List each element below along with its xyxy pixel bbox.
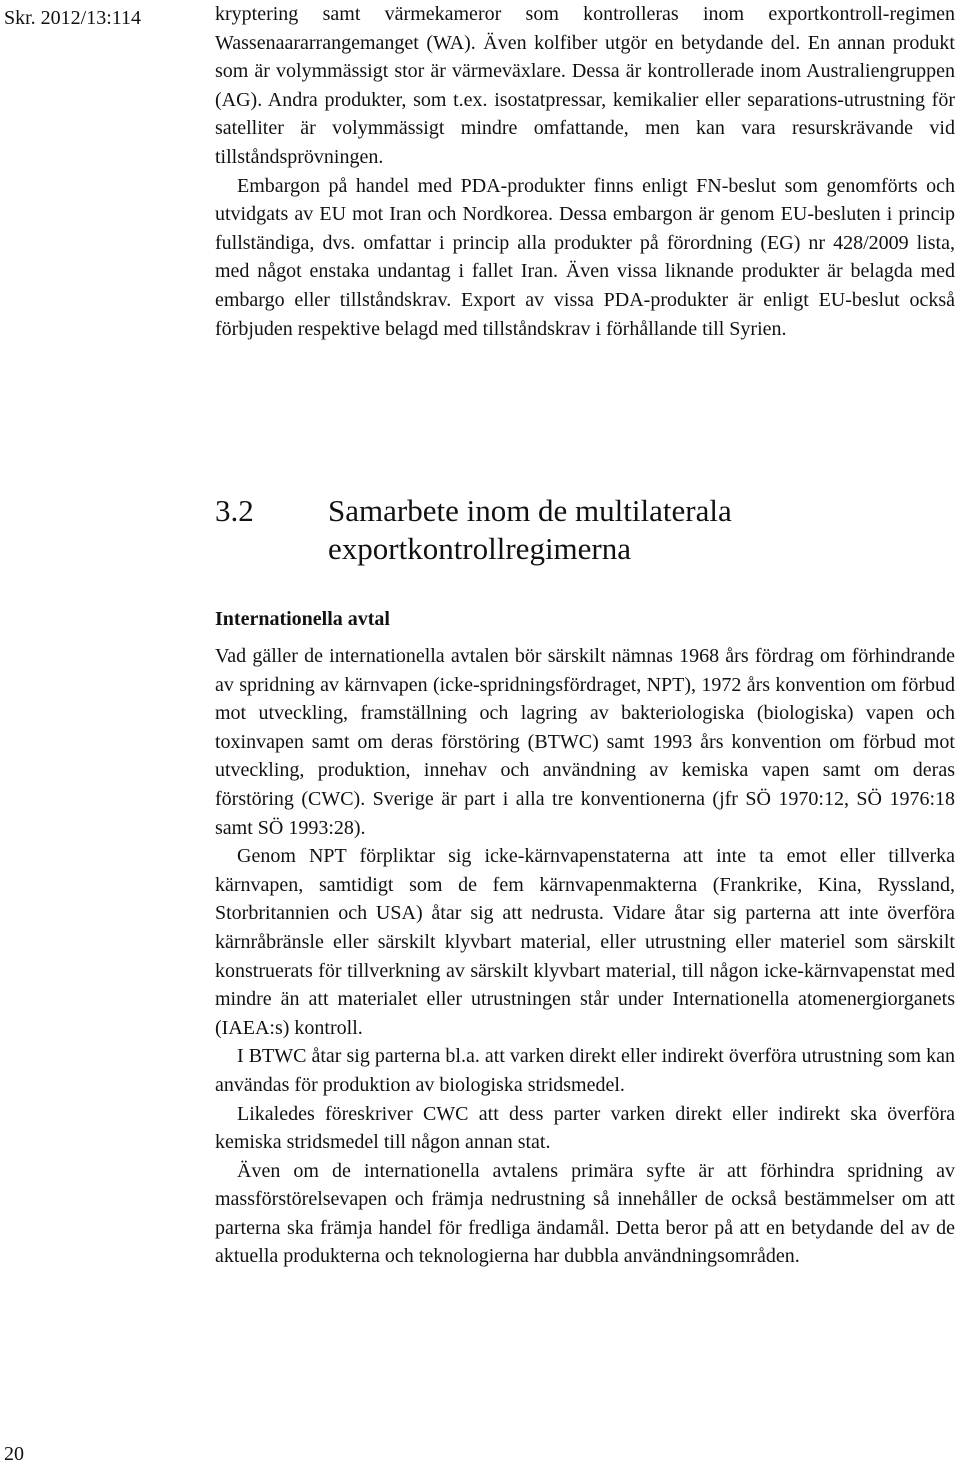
- paragraph-purpose: Även om de internationella avtalens primära syfte är att förhindra spridning av massförstörelsevapen och främja nedrustning så innehåller de också bestämmelser om att parterna ska främja handel för fredliga ändamål. Detta beror på att en betydande del av de aktuella produkterna och teknologierna har dubbla användningsområden.: [215, 1159, 955, 1268]
- section-title: Samarbete inom de multilaterala exportkontrollregimerna: [328, 493, 732, 566]
- document-reference: Skr. 2012/13:114: [4, 7, 142, 29]
- section-heading: [215, 492, 955, 568]
- subheading: Internationella avtal: [215, 608, 390, 630]
- section-text: [215, 642, 955, 1271]
- paragraph-embargo: Embargon på handel med PDA-produkter finns enligt FN-beslut som genomförts och utvidgats av EU mot Iran och Nordkorea. Dessa embargon är genom EU-besluten i princip fullständiga, dvs. omfattar i princip alla produkter på förordning (EG) nr 428/2009 lista, med något enstaka undantag i fallet Iran. Även vissa liknande produkter är belagda med embargo eller tillståndskrav. Export av vissa PDA-produkter är enligt EU-beslut också förbjuden respektive belagd med tillståndskrav i förhållande till Syrien.: [215, 174, 955, 340]
- paragraph-cwc: Likaledes föreskriver CWC att dess parter varken direkt eller indirekt ska överföra kemiska stridsmedel till någon annan stat.: [215, 1102, 955, 1154]
- paragraph-international-agreements: Vad gäller de internationella avtalen bör särskilt nämnas 1968 års fördrag om förhindrande av spridning av kärnvapen (icke-spridningsfördraget, NPT), 1972 års konvention om förbud mot utveckling, framställning och lagring av bakteriologiska (biologiska) vapen och toxinvapen samt om deras förstöring (BTWC) samt 1993 års konvention om förbud mot utveckling, produktion, innehav och användning av kemiska vapen samt om deras förstöring (CWC). Sverige är part i alla tre konventionerna (jfr SÖ 1970:12, SÖ 1976:18 samt SÖ 1993:28).: [215, 645, 955, 839]
- continuation-text: [215, 0, 955, 343]
- section-number: 3.2: [215, 493, 254, 528]
- paragraph-btwc: I BTWC åtar sig parterna bl.a. att varken direkt eller indirekt överföra utrustning som kan användas för produktion av biologiska stridsmedel.: [215, 1045, 955, 1096]
- paragraph-export-products: kryptering samt värmekameror som kontrolleras inom exportkontroll-regimen Wassenaararrangemanget (WA). Även kolfiber utgör en betydande del. En annan produkt som är volymmässigt stor är värmeväxlare. Dessa är kontrollerade inom Australiengruppen (AG). Andra produkter, som t.ex. isostatpressar, kemikalier eller separations-utrustning för satelliter är volymmässigt mindre omfattande, men kan vara resurskrävande vid tillståndsprövningen.: [215, 3, 955, 168]
- page-number: 20: [4, 1443, 24, 1465]
- paragraph-npt: Genom NPT förpliktar sig icke-kärnvapenstaterna att inte ta emot eller tillverka kärnvapen, samtidigt som de fem kärnvapenmakterna (Frankrike, Kina, Ryssland, Storbritannien och USA) åtar sig att nedrusta. Vidare åtar sig parterna att inte överföra kärnråbränsle eller särskilt klyvbart material, eller utrustning eller materiel som särskilt konstruerats för tillverkning av särskilt klyvbart material, till någon icke-kärnvapenstat med mindre än att materialet eller utrustningen står under Internationella atomenergiorganets (IAEA:s) kontroll.: [215, 845, 955, 1039]
